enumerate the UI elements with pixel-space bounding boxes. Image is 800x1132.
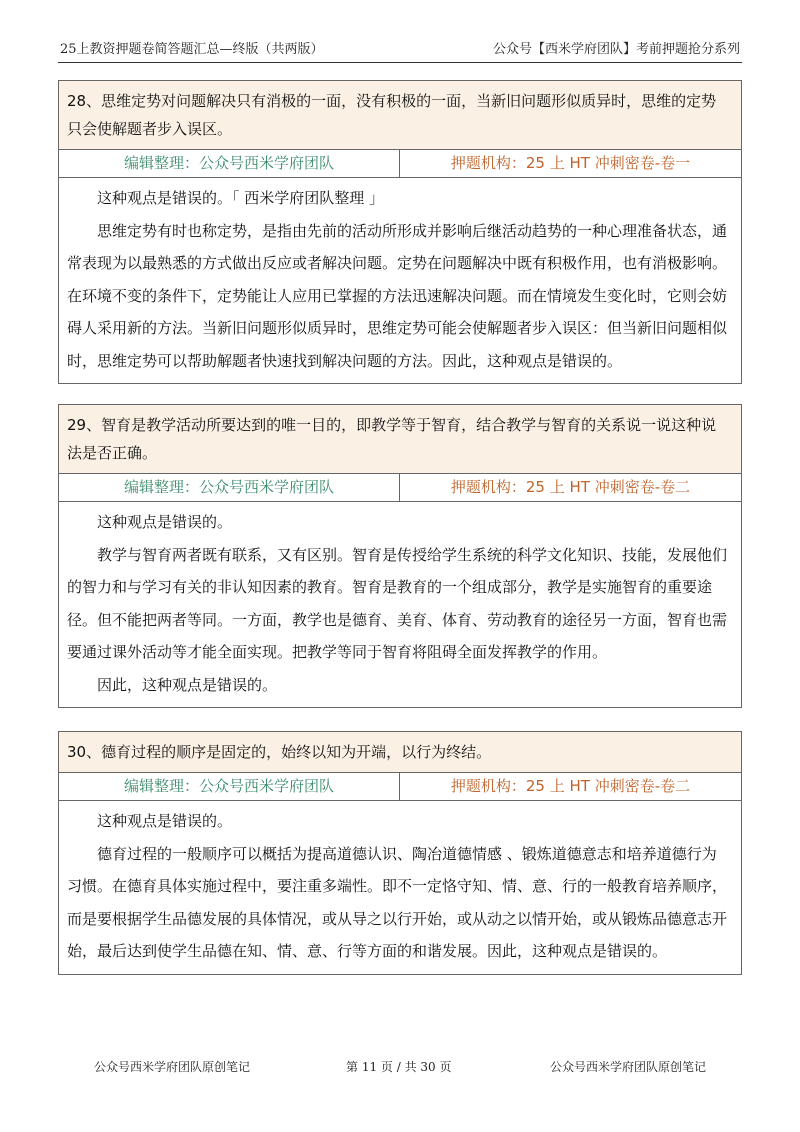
source-label: 押题机构：25 上 HT 冲刺密卷-卷二	[450, 777, 691, 795]
header-series: 公众号【西米学府团队】考前押题抢分系列	[492, 42, 740, 57]
question-text: 30、德育过程的顺序是固定的，始终以知为开端，以行为终结。	[59, 732, 741, 773]
source-label: 押题机构：25 上 HT 冲刺密卷-卷二	[450, 478, 691, 496]
footer-left: 公众号西米学府团队原创笔记	[94, 1060, 251, 1074]
question-card-29	[58, 404, 742, 708]
editor-label: 编辑整理：公众号西米学府团队	[59, 474, 400, 501]
answer-paragraph: 这种观点是错误的。「 西米学府团队整理 」	[97, 189, 385, 207]
answer-paragraph: 这种观点是错误的。	[97, 513, 233, 531]
header-title: 25上教资押题卷简答题汇总—终版（共两版）	[60, 42, 324, 57]
editor-label: 编辑整理：公众号西米学府团队	[59, 773, 400, 800]
question-text: 28、思维定势对问题解决只有消极的一面，没有积极的一面，当新旧问题形似质异时，思维的定势只会使解题者步入误区。	[59, 81, 741, 150]
question-text: 29、智育是教学活动所要达到的唯一目的，即教学等于智育，结合教学与智育的关系说一说这种说法是否正确。	[59, 405, 741, 474]
answer-paragraph: 教学与智育两者既有联系，又有区别。智育是传授给学生系统的科学文化知识、技能，发展他们的智力和与学习有关的非认知因素的教育。智育是教育的一个组成部分，教学是实施智育的重要途径。但不能把两者等同。一方面，教学也是德育、美育、体育、劳动教育的途径另一方面，智育也需要通过课外活动等才能全面实现。把教学等同于智育将阻碍全面发挥教学的作用。	[67, 545, 728, 661]
answer-block	[59, 502, 741, 707]
source-label: 押题机构：25 上 HT 冲刺密卷-卷一	[450, 154, 691, 172]
question-card-30	[58, 731, 742, 975]
question-card-28	[58, 80, 742, 384]
answer-block	[59, 801, 741, 974]
question-meta	[59, 773, 741, 801]
question-meta	[59, 474, 741, 502]
answer-block	[59, 178, 741, 383]
answer-paragraph: 这种观点是错误的。	[97, 812, 233, 830]
editor-label: 编辑整理：公众号西米学府团队	[59, 150, 400, 177]
answer-paragraph: 因此，这种观点是错误的。	[97, 675, 278, 694]
footer-right: 公众号西米学府团队原创笔记	[550, 1060, 707, 1074]
page-number: 第 11 页 / 共 30 页	[346, 1060, 452, 1074]
answer-paragraph: 德育过程的一般顺序可以概括为提高道德认识、陶冶道德情感 、锻炼道德意志和培养道德行为习惯。在德育具体实施过程中，要注重多端性。即不一定恪守知、情、意、行的一般教育培养顺序，而是要根据学生品德发展的具体情况，或从导之以行开始，或从动之以情开始，或从锻炼品德意志开始，最后达到使学生品德在知、情、意、行等方面的和谐发展。因此，这种观点是错误的。	[67, 844, 728, 960]
page-header	[58, 28, 742, 63]
answer-paragraph: 思维定势有时也称定势，是指由先前的活动所形成并影响后继活动趋势的一种心理准备状态，通常表现为以最熟悉的方式做出反应或者解决问题。定势在问题解决中既有积极作用，也有消极影响。在环境不变的条件下，定势能让人应用已掌握的方法迅速解决问题。而在情境发生变化时，它则会妨碍人采用新的方法。当新旧问题形似质异时，思维定势可能会使解题者步入误区：但当新旧问题相似时，思维定势可以帮助解题者快速找到解决问题的方法。因此，这种观点是错误的。	[67, 221, 728, 370]
question-meta	[59, 150, 741, 178]
